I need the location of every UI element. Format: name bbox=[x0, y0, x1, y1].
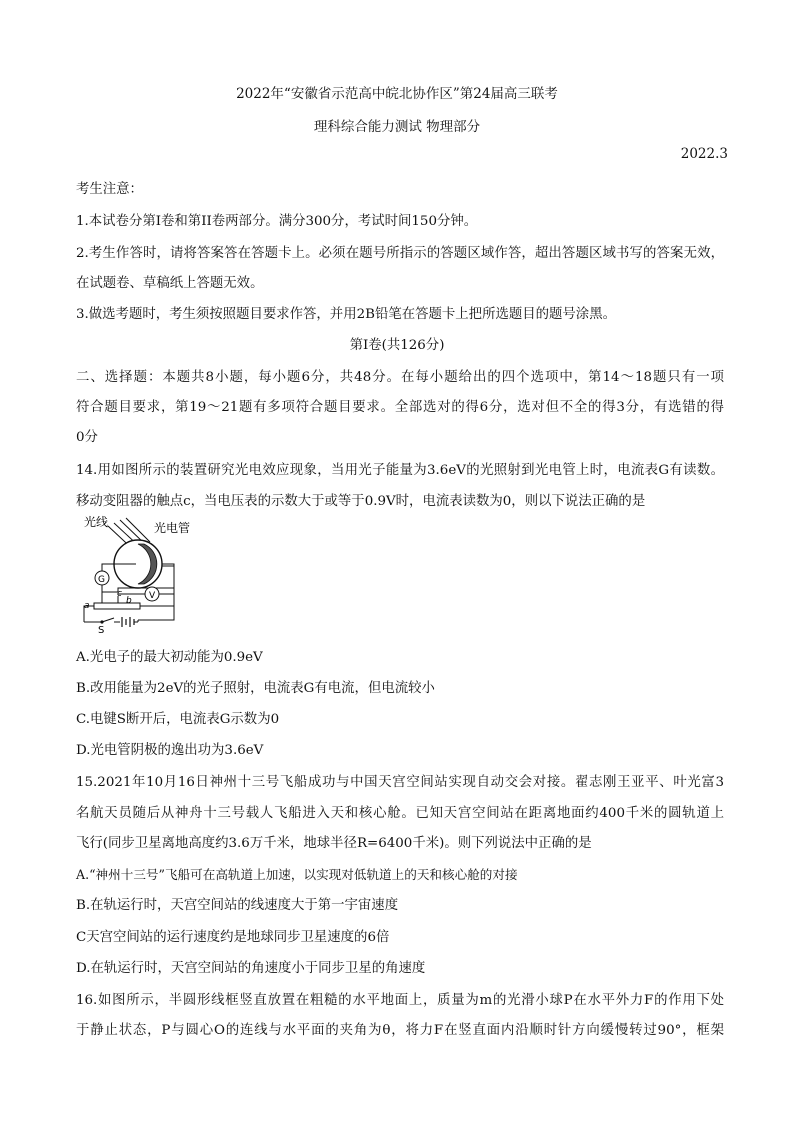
label-s: S bbox=[98, 625, 105, 634]
q15-stem-2: 名航天员随后从神舟十三号载人飞船进入天和核心舱。已知天宫空间站在距离地面约400千米的圆轨道上 bbox=[76, 806, 724, 821]
q15-option-a: A.“神州十三号”飞船可在高轨道上加速，以实现对低轨道上的天和核心舱的对接 bbox=[76, 867, 518, 882]
label-tube: 光电管 bbox=[154, 521, 191, 535]
label-b: b bbox=[126, 596, 132, 606]
notice-item-2: 2.考生作答时，请将答案答在答题卡上。必须在题号所指示的答题区域作答，超出答题区域书写的答案无效， bbox=[76, 246, 724, 261]
q14-option-c: C.电键S断开后，电流表G示数为0 bbox=[76, 712, 280, 727]
q15-stem-3: 飞行(同步卫星离地高度约3.6万千米，地球半径R=6400千米)。则下列说法中正确的是 bbox=[76, 836, 592, 851]
notice-item-3: 3.做选考题时，考生须按照题目要求作答，并用2B铅笔在答题卡上把所选题目的题号涂黑。 bbox=[76, 307, 616, 322]
rheostat bbox=[94, 603, 140, 609]
exam-date: 2022.3 bbox=[680, 146, 728, 162]
label-c: c bbox=[117, 589, 122, 599]
label-g: G bbox=[98, 575, 105, 585]
section-title: 第I卷(共126分) bbox=[349, 338, 445, 353]
label-light: 光线 bbox=[84, 515, 109, 529]
section-instruction-2: 符合题目要求，第19～21题有多项符合题目要求。全部选对的得6分，选对但不全的得3分，有选错的得 bbox=[76, 400, 724, 415]
q14-option-d: D.光电管阴极的逸出功为3.6eV bbox=[76, 743, 264, 758]
label-v: V bbox=[149, 591, 156, 601]
section-instruction-1: 二、选择题：本题共8小题，每小题6分，共48分。在每小题给出的四个选项中，第14～18题只有一项 bbox=[76, 370, 724, 385]
q14-stem-2: 移动变阻器的触点c，当电压表的示数大于或等于0.9V时，电流表读数为0，则以下说法正确的是 bbox=[76, 494, 646, 509]
q14-option-b: B.改用能量为2eV的光子照射，电流表G有电流，但电流较小 bbox=[76, 681, 435, 696]
q16-stem-2: 于静止状态，P与圆心O的连线与水平面的夹角为θ，将力F在竖直面内沿顺时针方向缓慢转过90°，框架 bbox=[76, 1023, 724, 1038]
notice-heading: 考生注意： bbox=[76, 182, 143, 197]
battery bbox=[122, 617, 134, 627]
q16-stem-1: 16.如图所示，半圆形线框竖直放置在粗糙的水平地面上，质量为m的光滑小球P在水平外力F的作用下处 bbox=[76, 993, 724, 1008]
q15-option-b: B.在轨运行时，天宫空间站的线速度大于第一宇宙速度 bbox=[76, 898, 399, 913]
q15-stem-1: 15.2021年10月16日神州十三号飞船成功与中国天宫空间站实现自动交会对接。翟志刚王亚平、叶光富3 bbox=[76, 775, 724, 790]
q15-option-c: C天宫空间站的运行速度约是地球同步卫星速度的6倍 bbox=[76, 930, 390, 945]
switch-lever bbox=[102, 618, 114, 622]
q14-circuit-figure bbox=[78, 514, 218, 634]
notice-item-2-cont: 在试题卷、草稿纸上答题无效。 bbox=[76, 276, 264, 291]
label-a: a bbox=[84, 601, 90, 611]
q14-stem-1: 14.用如图所示的装置研究光电效应现象，当用光子能量为3.6eV的光照射到光电管上时，电流表G有读数。 bbox=[76, 463, 724, 478]
q15-option-d: D.在轨运行时，天宫空间站的角速度小于同步卫星的角速度 bbox=[76, 961, 426, 976]
exam-title: 2022年“安徽省示范高中皖北协作区”第24届高三联考 bbox=[236, 86, 558, 102]
exam-subtitle: 理科综合能力测试 物理部分 bbox=[313, 119, 481, 135]
q14-option-a: A.光电子的最大初动能为0.9eV bbox=[76, 650, 263, 665]
section-instruction-3: 0分 bbox=[76, 430, 98, 445]
notice-item-1: 1.本试卷分第I卷和第II卷两部分。满分300分，考试时间150分钟。 bbox=[76, 214, 478, 229]
